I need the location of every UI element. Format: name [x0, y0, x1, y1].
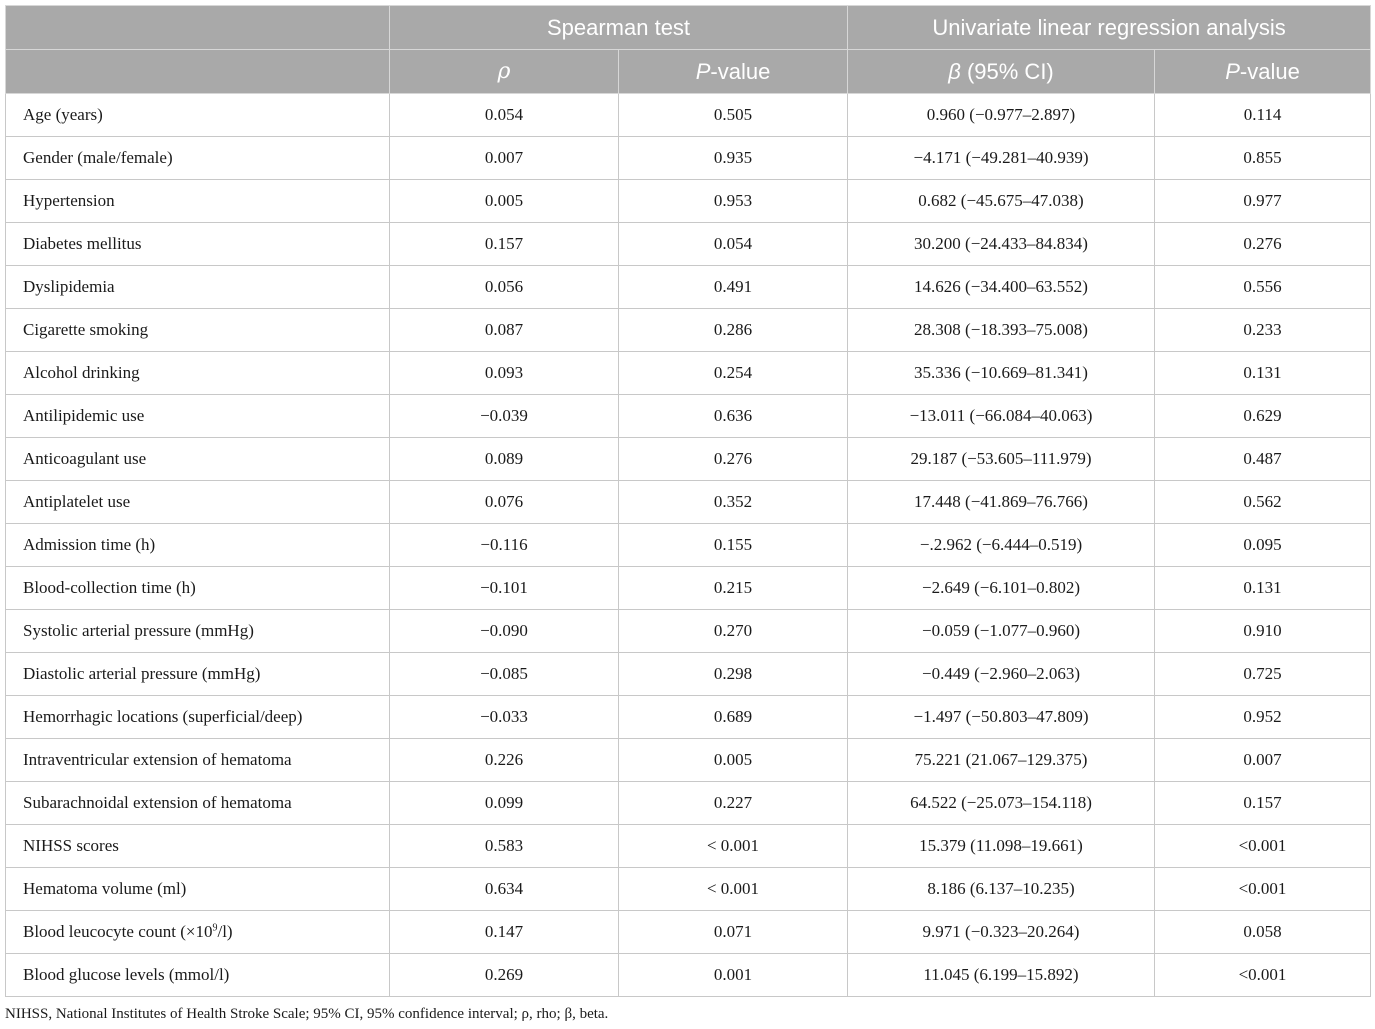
- cell-beta-ci: 0.682 (−45.675–47.038): [848, 180, 1155, 223]
- row-label-text: Blood leucocyte count (×10: [23, 922, 213, 941]
- table-footnote: NIHSS, National Institutes of Health Stroke Scale; 95% CI, 95% confidence interval; ρ, rho; β, beta.: [5, 1006, 609, 1022]
- cell-rho: 0.269: [390, 954, 619, 997]
- table-row: [6, 94, 1371, 137]
- row-label: [6, 911, 390, 954]
- cell-beta-ci: 9.971 (−0.323–20.264): [848, 911, 1155, 954]
- header-beta-symbol: β: [948, 58, 961, 84]
- cell-rho: 0.005: [390, 180, 619, 223]
- header-beta-ci: [848, 50, 1155, 94]
- row-label: Subarachnoidal extension of hematoma: [6, 782, 390, 825]
- cell-regression-p-value: 0.114: [1155, 94, 1371, 137]
- header-row-columns: [6, 50, 1371, 94]
- table-row: [6, 868, 1371, 911]
- cell-rho: 0.226: [390, 739, 619, 782]
- cell-regression-p-value: 0.233: [1155, 309, 1371, 352]
- cell-regression-p-value: 0.131: [1155, 352, 1371, 395]
- header-beta-suffix: (95% CI): [960, 58, 1054, 84]
- cell-beta-ci: −13.011 (−66.084–40.063): [848, 395, 1155, 438]
- results-table: [5, 5, 1371, 997]
- row-label: Diastolic arterial pressure (mmHg): [6, 653, 390, 696]
- cell-spearman-p-value: 0.001: [619, 954, 848, 997]
- table-row: [6, 352, 1371, 395]
- header-p-italic: P: [1225, 58, 1240, 84]
- cell-beta-ci: 17.448 (−41.869–76.766): [848, 481, 1155, 524]
- cell-beta-ci: −2.649 (−6.101–0.802): [848, 567, 1155, 610]
- cell-rho: −0.101: [390, 567, 619, 610]
- header-p-suffix: -value: [1239, 58, 1300, 84]
- table-row: [6, 180, 1371, 223]
- cell-rho: 0.076: [390, 481, 619, 524]
- cell-spearman-p-value: 0.155: [619, 524, 848, 567]
- row-label: Systolic arterial pressure (mmHg): [6, 610, 390, 653]
- cell-regression-p-value: 0.725: [1155, 653, 1371, 696]
- table-row: [6, 137, 1371, 180]
- cell-regression-p-value: 0.629: [1155, 395, 1371, 438]
- cell-beta-ci: −0.449 (−2.960–2.063): [848, 653, 1155, 696]
- row-label: Antiplatelet use: [6, 481, 390, 524]
- row-label: NIHSS scores: [6, 825, 390, 868]
- cell-beta-ci: 29.187 (−53.605–111.979): [848, 438, 1155, 481]
- row-label: Alcohol drinking: [6, 352, 390, 395]
- header-p-value-spearman: [619, 50, 848, 94]
- cell-rho: 0.147: [390, 911, 619, 954]
- table-row: [6, 739, 1371, 782]
- header-empty-cell: [6, 6, 390, 50]
- cell-spearman-p-value: < 0.001: [619, 868, 848, 911]
- cell-rho: 0.634: [390, 868, 619, 911]
- cell-rho: 0.583: [390, 825, 619, 868]
- row-label: Hemorrhagic locations (superficial/deep): [6, 696, 390, 739]
- row-label: Cigarette smoking: [6, 309, 390, 352]
- header-empty-cell: [6, 50, 390, 94]
- cell-rho: −0.090: [390, 610, 619, 653]
- header-spearman-test: Spearman test: [390, 6, 848, 50]
- row-label: Admission time (h): [6, 524, 390, 567]
- table-row: [6, 481, 1371, 524]
- row-label: Age (years): [6, 94, 390, 137]
- cell-spearman-p-value: 0.505: [619, 94, 848, 137]
- cell-beta-ci: −.2.962 (−6.444–0.519): [848, 524, 1155, 567]
- cell-beta-ci: −4.171 (−49.281–40.939): [848, 137, 1155, 180]
- cell-spearman-p-value: 0.935: [619, 137, 848, 180]
- table-row: [6, 223, 1371, 266]
- cell-spearman-p-value: 0.071: [619, 911, 848, 954]
- header-p-suffix: -value: [710, 58, 771, 84]
- row-label-text: /l): [217, 922, 233, 941]
- cell-regression-p-value: 0.952: [1155, 696, 1371, 739]
- cell-regression-p-value: 0.977: [1155, 180, 1371, 223]
- row-label: Antilipidemic use: [6, 395, 390, 438]
- cell-spearman-p-value: 0.005: [619, 739, 848, 782]
- header-p-value-regression: [1155, 50, 1371, 94]
- cell-regression-p-value: 0.910: [1155, 610, 1371, 653]
- cell-regression-p-value: 0.095: [1155, 524, 1371, 567]
- cell-regression-p-value: <0.001: [1155, 825, 1371, 868]
- row-label: Hypertension: [6, 180, 390, 223]
- cell-regression-p-value: <0.001: [1155, 954, 1371, 997]
- row-label: Diabetes mellitus: [6, 223, 390, 266]
- results-table-container: [5, 5, 1370, 997]
- header-univariate-regression: Univariate linear regression analysis: [848, 6, 1371, 50]
- cell-beta-ci: 28.308 (−18.393–75.008): [848, 309, 1155, 352]
- cell-regression-p-value: 0.157: [1155, 782, 1371, 825]
- cell-beta-ci: 64.522 (−25.073–154.118): [848, 782, 1155, 825]
- row-label: Intraventricular extension of hematoma: [6, 739, 390, 782]
- table-row: [6, 395, 1371, 438]
- header-p-italic: P: [695, 58, 711, 84]
- cell-beta-ci: 0.960 (−0.977–2.897): [848, 94, 1155, 137]
- row-label: Hematoma volume (ml): [6, 868, 390, 911]
- table-row: [6, 653, 1371, 696]
- cell-spearman-p-value: 0.491: [619, 266, 848, 309]
- cell-spearman-p-value: 0.352: [619, 481, 848, 524]
- cell-rho: −0.033: [390, 696, 619, 739]
- table-row: [6, 782, 1371, 825]
- cell-rho: −0.116: [390, 524, 619, 567]
- table-body: [6, 94, 1371, 997]
- cell-rho: 0.089: [390, 438, 619, 481]
- cell-spearman-p-value: 0.286: [619, 309, 848, 352]
- cell-beta-ci: −1.497 (−50.803–47.809): [848, 696, 1155, 739]
- cell-beta-ci: −0.059 (−1.077–0.960): [848, 610, 1155, 653]
- table-row: [6, 954, 1371, 997]
- cell-spearman-p-value: 0.254: [619, 352, 848, 395]
- cell-spearman-p-value: 0.054: [619, 223, 848, 266]
- table-row: [6, 825, 1371, 868]
- row-label: Anticoagulant use: [6, 438, 390, 481]
- cell-spearman-p-value: 0.276: [619, 438, 848, 481]
- table-row: [6, 911, 1371, 954]
- cell-spearman-p-value: < 0.001: [619, 825, 848, 868]
- cell-rho: 0.157: [390, 223, 619, 266]
- cell-spearman-p-value: 0.298: [619, 653, 848, 696]
- table-row: [6, 266, 1371, 309]
- cell-regression-p-value: 0.007: [1155, 739, 1371, 782]
- cell-regression-p-value: 0.487: [1155, 438, 1371, 481]
- cell-beta-ci: 8.186 (6.137–10.235): [848, 868, 1155, 911]
- table-row: [6, 696, 1371, 739]
- cell-regression-p-value: 0.058: [1155, 911, 1371, 954]
- cell-rho: 0.056: [390, 266, 619, 309]
- cell-regression-p-value: 0.556: [1155, 266, 1371, 309]
- cell-regression-p-value: 0.855: [1155, 137, 1371, 180]
- cell-regression-p-value: 0.131: [1155, 567, 1371, 610]
- cell-beta-ci: 14.626 (−34.400–63.552): [848, 266, 1155, 309]
- cell-regression-p-value: 0.562: [1155, 481, 1371, 524]
- cell-regression-p-value: 0.276: [1155, 223, 1371, 266]
- cell-spearman-p-value: 0.689: [619, 696, 848, 739]
- cell-spearman-p-value: 0.227: [619, 782, 848, 825]
- row-label-superscript: 9: [212, 922, 218, 934]
- row-label: Gender (male/female): [6, 137, 390, 180]
- cell-beta-ci: 75.221 (21.067–129.375): [848, 739, 1155, 782]
- cell-rho: −0.039: [390, 395, 619, 438]
- table-row: [6, 309, 1371, 352]
- cell-beta-ci: 35.336 (−10.669–81.341): [848, 352, 1155, 395]
- cell-regression-p-value: <0.001: [1155, 868, 1371, 911]
- row-label: Blood glucose levels (mmol/l): [6, 954, 390, 997]
- row-label: Dyslipidemia: [6, 266, 390, 309]
- cell-spearman-p-value: 0.270: [619, 610, 848, 653]
- cell-rho: 0.087: [390, 309, 619, 352]
- row-label: Blood-collection time (h): [6, 567, 390, 610]
- cell-rho: 0.099: [390, 782, 619, 825]
- cell-spearman-p-value: 0.953: [619, 180, 848, 223]
- cell-rho: 0.007: [390, 137, 619, 180]
- cell-spearman-p-value: 0.636: [619, 395, 848, 438]
- cell-rho: 0.054: [390, 94, 619, 137]
- table-row: [6, 524, 1371, 567]
- header-rho: ρ: [390, 50, 619, 94]
- cell-beta-ci: 15.379 (11.098–19.661): [848, 825, 1155, 868]
- cell-spearman-p-value: 0.215: [619, 567, 848, 610]
- cell-beta-ci: 30.200 (−24.433–84.834): [848, 223, 1155, 266]
- header-row-groups: [6, 6, 1371, 50]
- table-header: [6, 6, 1371, 94]
- table-row: [6, 438, 1371, 481]
- cell-beta-ci: 11.045 (6.199–15.892): [848, 954, 1155, 997]
- cell-rho: 0.093: [390, 352, 619, 395]
- table-row: [6, 567, 1371, 610]
- cell-rho: −0.085: [390, 653, 619, 696]
- table-row: [6, 610, 1371, 653]
